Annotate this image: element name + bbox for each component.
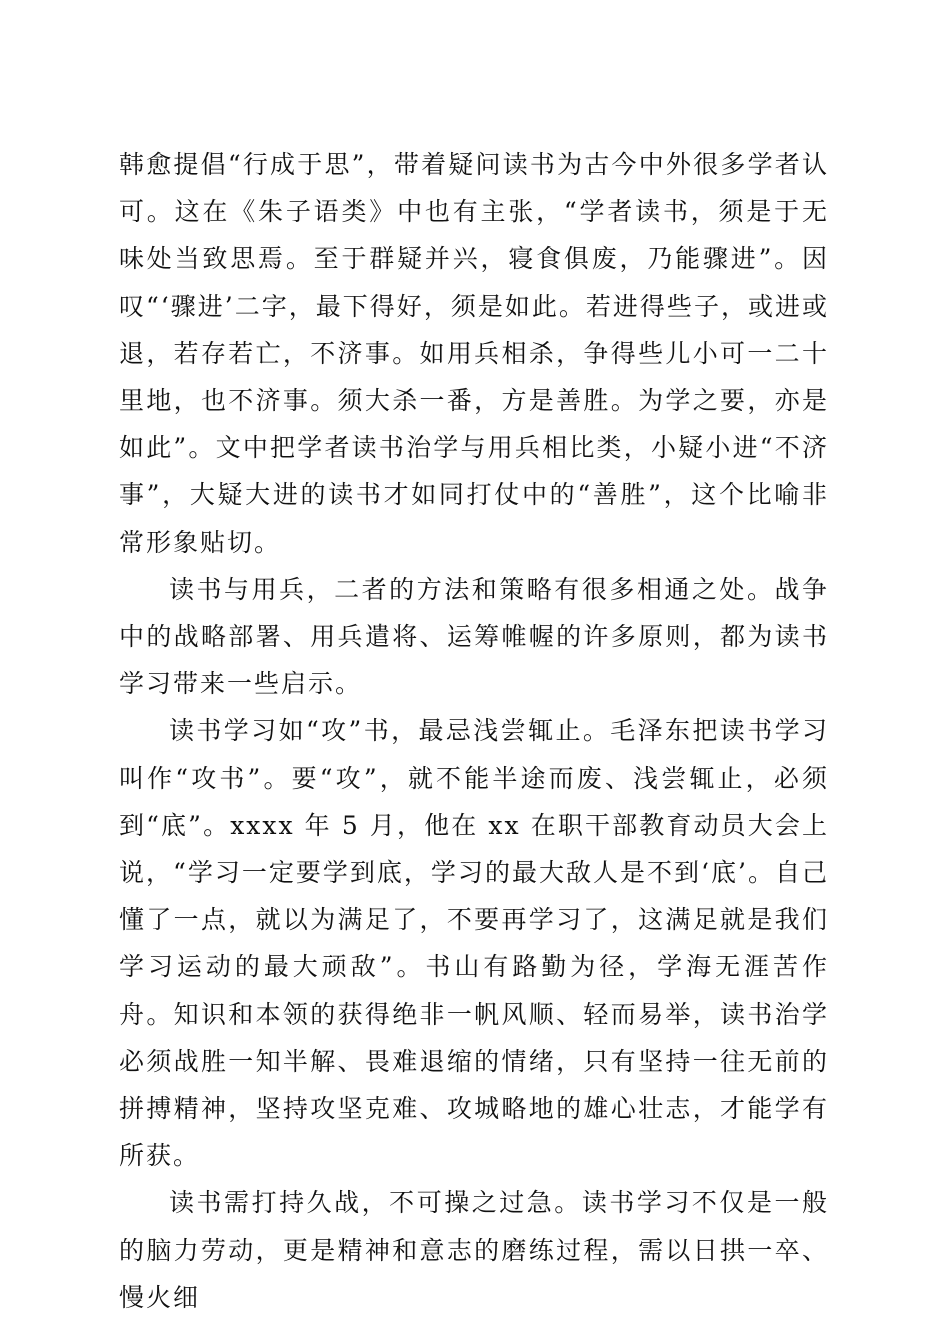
paragraph-4: 读书需打持久战，不可操之过急。读书学习不仅是一般的脑力劳动，更是精神和意志的磨练过程，需以日拱一卒、慢火细 — [119, 1188, 829, 1312]
document-body — [119, 141, 829, 1321]
paragraph-2: 读书与用兵，二者的方法和策略有很多相通之处。战争中的战略部署、用兵遣将、运筹帷幄的许多原则，都为读书学习带来一些启示。 — [119, 574, 829, 699]
paragraph-1: 韩愈提倡“行成于思”，带着疑问读书为古今中外很多学者认可。这在《朱子语类》中也有主张，“学者读书，须是于无味处当致思焉。至于群疑并兴，寝食俱废，乃能骤进”。因叹“‘骤进’二字，最下得好，须是如此。若进得些子，或进或退，若存若亡，不济事。如用兵相杀，争得些儿小可一二十里地，也不济事。须大杀一番，方是善胜。为学之要，亦是如此”。文中把学者读书治学与用兵相比类，小疑小进“不济事”，大疑大进的读书才如同打仗中的“善胜”，这个比喻非常形象贴切。 — [119, 150, 829, 557]
paragraph-3: 读书学习如“攻”书，最忌浅尝辄止。毛泽东把读书学习叫作“攻书”。要“攻”，就不能半途而废、浅尝辄止，必须到“底”。xxxx 年 5 月，他在 xx 在职干部教育动员大会上说，“学习一定要学到底，学习的最大敌人是不到‘底’。自己懂了一点，就以为满足了，不要再学习了，这满足就是我们学习运动的最大顽敌”。书山有路勤为径，学海无涯苦作舟。知识和本领的获得绝非一帆风顺、轻而易举，读书治学必须战胜一知半解、畏难退缩的情绪，只有坚持一往无前的拼搏精神，坚持攻坚克难、攻城略地的雄心壮志，才能学有所获。 — [119, 716, 829, 1171]
